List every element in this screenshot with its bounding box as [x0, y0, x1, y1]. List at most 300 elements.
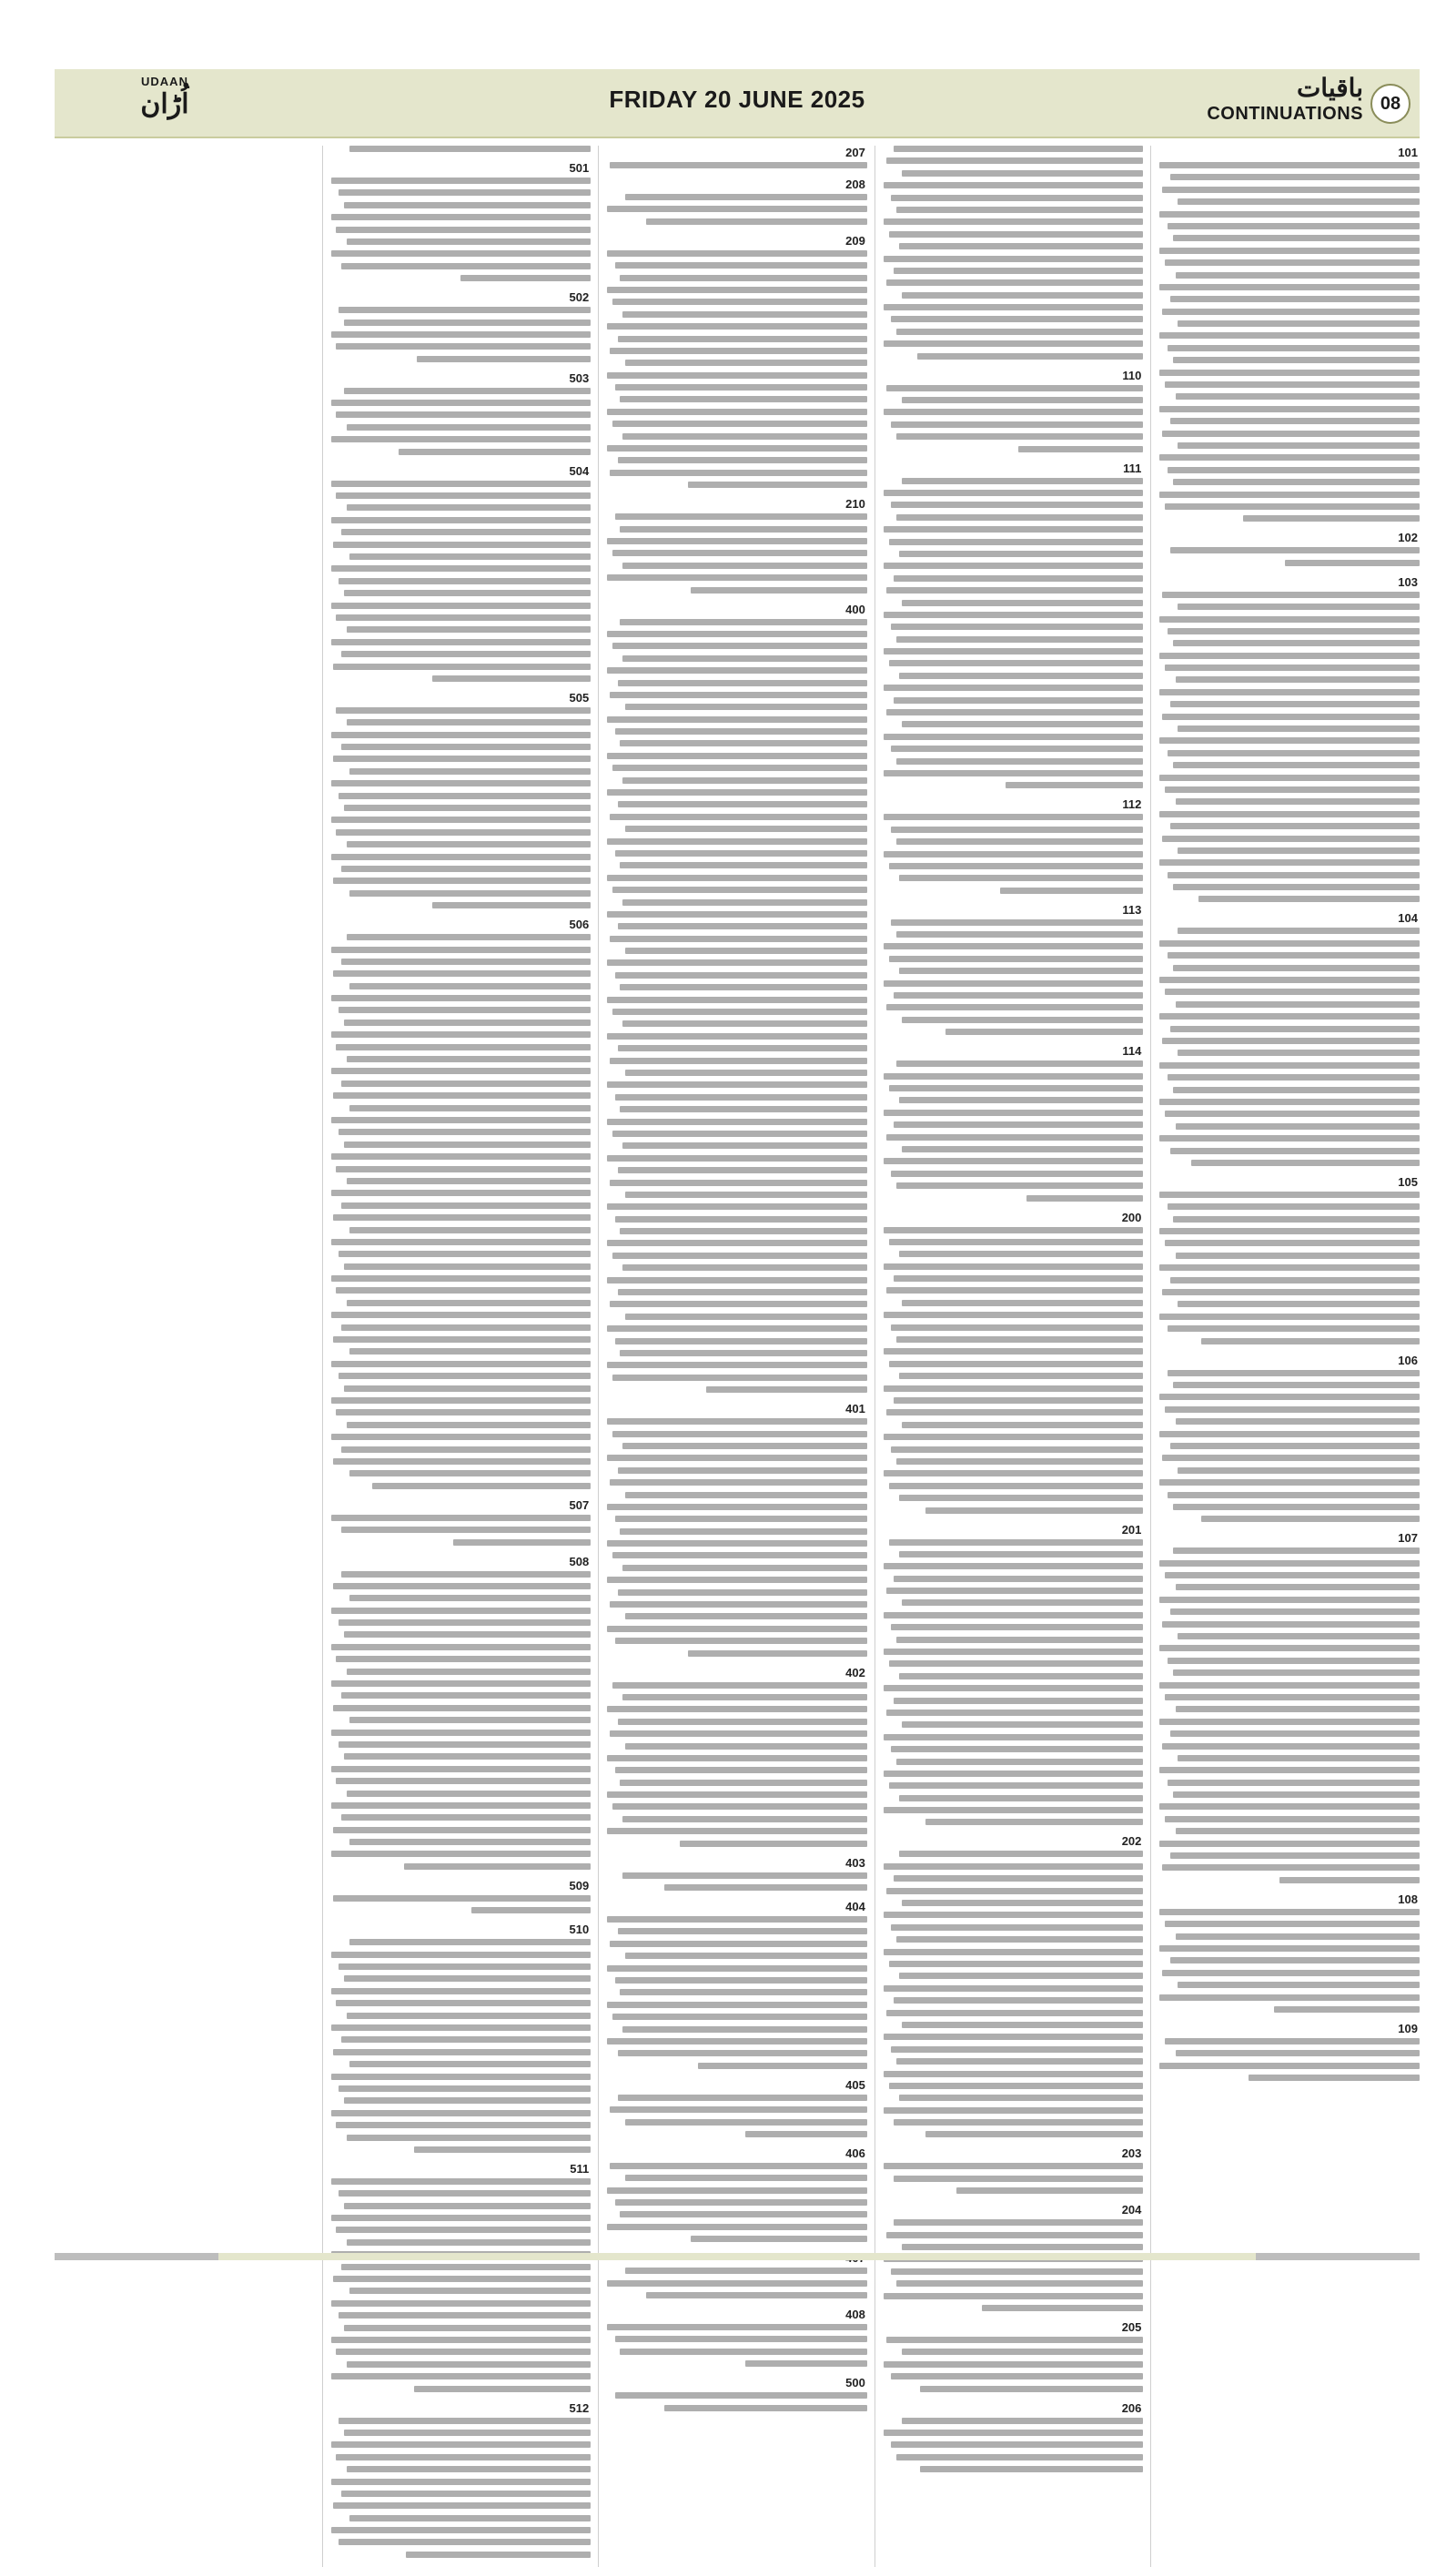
text-line	[1285, 560, 1421, 566]
text-line	[1176, 1001, 1420, 1008]
text-line	[899, 1097, 1143, 1103]
text-line	[453, 1539, 591, 1546]
text-line	[339, 793, 591, 799]
text-line	[333, 1214, 591, 1221]
continuation-item	[331, 464, 592, 682]
text-line	[615, 1638, 867, 1644]
text-line	[607, 1155, 867, 1162]
text-line	[622, 1694, 866, 1700]
text-line	[333, 1705, 591, 1711]
text-line	[331, 2300, 592, 2307]
text-line	[341, 1814, 591, 1821]
text-line	[333, 1458, 591, 1465]
text-line	[889, 1239, 1144, 1245]
text-line	[1176, 1933, 1420, 1940]
text-line	[896, 1759, 1143, 1765]
text-line	[894, 575, 1143, 582]
continuation-item	[884, 2401, 1144, 2473]
text-line	[615, 384, 867, 391]
text-line	[1176, 798, 1420, 805]
text-line	[889, 539, 1144, 545]
text-line	[625, 2175, 867, 2181]
text-line	[607, 875, 867, 881]
continuation-item	[1159, 1531, 1420, 1883]
continuation-item	[607, 178, 867, 225]
text-line	[884, 1563, 1144, 1569]
text-line	[331, 947, 592, 953]
text-line	[1170, 823, 1420, 829]
item-number: 200	[1121, 1210, 1142, 1224]
text-line	[891, 746, 1143, 752]
text-line	[899, 243, 1143, 249]
text-line	[896, 1936, 1143, 1943]
text-line	[1162, 1743, 1420, 1750]
text-line	[886, 2010, 1144, 2016]
continuation-item	[331, 1879, 592, 1913]
text-line	[899, 2095, 1143, 2101]
text-line	[625, 1953, 867, 1959]
text-line	[891, 1746, 1143, 1752]
item-number: 113	[1122, 902, 1142, 917]
item-number: 112	[1122, 797, 1142, 812]
text-line	[664, 2405, 867, 2411]
text-line	[884, 2361, 1144, 2368]
text-line	[347, 504, 591, 511]
text-line	[902, 721, 1144, 727]
text-line	[896, 2058, 1143, 2065]
text-line	[349, 1595, 592, 1601]
text-line	[1159, 859, 1420, 866]
text-line	[1159, 1945, 1420, 1952]
text-line	[1159, 811, 1420, 817]
text-line	[1159, 1767, 1420, 1773]
text-line	[331, 1730, 592, 1736]
text-line	[625, 2119, 867, 2126]
text-line	[745, 2360, 867, 2367]
text-line	[891, 1324, 1143, 1331]
text-line	[1170, 1277, 1420, 1284]
continuation-item	[884, 1044, 1144, 1201]
continuation-item	[1159, 2022, 1420, 2081]
text-line	[336, 1656, 591, 1662]
text-line	[891, 827, 1143, 833]
text-line	[331, 1153, 592, 1160]
text-line	[1176, 393, 1420, 400]
continuation-item	[884, 1523, 1144, 1826]
text-line	[891, 624, 1143, 630]
text-line	[341, 1081, 591, 1087]
text-line	[884, 1312, 1144, 1318]
text-line	[618, 2050, 867, 2056]
text-line	[344, 1975, 591, 1982]
text-line	[344, 320, 591, 326]
text-line	[618, 1719, 867, 1725]
text-line	[347, 1422, 591, 1428]
text-line	[620, 2211, 866, 2217]
text-line	[1178, 1301, 1420, 1307]
text-line	[884, 409, 1144, 415]
text-line	[889, 1539, 1144, 1546]
text-line	[341, 1692, 591, 1699]
text-line	[1165, 259, 1420, 266]
text-line	[610, 348, 867, 354]
text-line	[607, 1325, 867, 1332]
text-line	[620, 1780, 866, 1786]
text-line	[339, 1741, 591, 1748]
text-line	[902, 600, 1144, 606]
text-line	[622, 655, 866, 662]
text-line	[884, 1685, 1144, 1691]
continuation-item	[607, 1900, 867, 2069]
text-line	[331, 400, 592, 406]
text-line	[646, 2292, 867, 2298]
text-line	[896, 433, 1143, 440]
text-line	[341, 2491, 591, 2497]
text-line	[889, 956, 1144, 962]
text-line	[1170, 1026, 1420, 1032]
text-line	[612, 1131, 867, 1137]
text-line	[610, 162, 867, 168]
continuation-item	[884, 462, 1144, 789]
text-line	[349, 983, 592, 989]
text-line	[1176, 2050, 1420, 2056]
text-line	[344, 2203, 591, 2209]
text-line	[612, 765, 867, 771]
continuation-item	[607, 2308, 867, 2367]
text-line	[1159, 1431, 1420, 1437]
text-line	[1159, 1135, 1420, 1141]
text-line	[884, 256, 1144, 262]
text-line	[1159, 1099, 1420, 1105]
continuation-item	[884, 797, 1144, 893]
text-line	[331, 1515, 592, 1521]
text-line	[331, 1644, 592, 1650]
text-line	[625, 704, 867, 710]
text-line	[896, 2280, 1143, 2287]
text-line	[1159, 492, 1420, 498]
text-line	[331, 603, 592, 609]
column-3	[607, 146, 867, 2567]
text-line	[891, 421, 1143, 428]
item-number: 210	[845, 497, 865, 512]
text-line	[1159, 1228, 1420, 1234]
text-line	[331, 1434, 592, 1440]
text-line	[349, 890, 592, 897]
continuation-item	[884, 369, 1144, 452]
continuation-item	[331, 290, 592, 362]
text-line	[1165, 381, 1420, 388]
text-line	[336, 1778, 591, 1784]
text-line	[1170, 1852, 1420, 1859]
text-line	[891, 195, 1143, 201]
text-line	[894, 1121, 1143, 1128]
text-line	[1159, 1264, 1420, 1271]
text-line	[607, 789, 867, 796]
text-line	[1000, 888, 1143, 894]
text-line	[331, 565, 592, 572]
text-line	[618, 1467, 867, 1474]
text-line	[615, 2199, 867, 2206]
text-line	[610, 1479, 867, 1486]
continuation-item	[884, 1834, 1144, 2137]
text-line	[331, 2024, 592, 2031]
text-line	[1162, 1455, 1420, 1461]
text-line	[896, 2454, 1143, 2460]
text-line	[331, 1361, 592, 1367]
text-line	[1249, 2075, 1420, 2081]
text-line	[333, 970, 591, 977]
text-line	[1168, 223, 1420, 229]
text-line	[896, 329, 1143, 335]
text-line	[607, 1626, 867, 1632]
continuation-item	[331, 146, 592, 152]
text-line	[333, 664, 591, 670]
item-number: 203	[1121, 2146, 1142, 2161]
text-line	[349, 768, 592, 775]
text-line	[349, 1939, 592, 1945]
text-line	[610, 936, 867, 942]
text-line	[347, 1791, 591, 1797]
text-line	[1178, 604, 1420, 610]
text-line	[336, 492, 591, 499]
text-line	[607, 631, 867, 637]
text-line	[347, 2239, 591, 2246]
text-line	[891, 1624, 1143, 1630]
text-line	[894, 697, 1143, 704]
text-line	[1170, 1957, 1420, 1963]
text-line	[331, 1031, 592, 1038]
continuation-item	[884, 2320, 1144, 2392]
text-line	[884, 1985, 1144, 1992]
text-line	[331, 1397, 592, 1404]
text-line	[902, 2349, 1144, 2355]
text-line	[1274, 2006, 1420, 2013]
text-line	[1165, 1406, 1420, 1413]
text-line	[615, 728, 867, 735]
text-line	[884, 1912, 1144, 1918]
text-line	[899, 1795, 1143, 1801]
text-line	[612, 1552, 867, 1558]
text-line	[1178, 928, 1420, 934]
text-line	[896, 1182, 1143, 1189]
text-line	[884, 2430, 1144, 2436]
text-line	[884, 1158, 1144, 1164]
continuation-item	[331, 1498, 592, 1546]
text-line	[620, 396, 866, 402]
item-number: 503	[569, 370, 590, 385]
text-line	[620, 1528, 866, 1535]
text-line	[1178, 1755, 1420, 1761]
text-line	[884, 648, 1144, 654]
text-line	[349, 1470, 592, 1476]
text-line	[1165, 1111, 1420, 1117]
text-line	[607, 753, 867, 759]
text-line	[894, 2119, 1143, 2126]
item-number: 406	[845, 2146, 865, 2160]
text-line	[612, 299, 867, 305]
item-number: 205	[1121, 2319, 1142, 2334]
text-line	[1162, 1621, 1420, 1628]
text-line	[615, 1516, 867, 1522]
text-line	[1006, 782, 1143, 788]
text-line	[432, 675, 591, 682]
text-line	[331, 2215, 592, 2221]
continuation-item	[1159, 146, 1420, 522]
text-line	[698, 2063, 867, 2069]
text-line	[607, 2324, 867, 2330]
text-line	[884, 1385, 1144, 1392]
text-line	[331, 995, 592, 1001]
text-line	[891, 2441, 1143, 2448]
text-line	[902, 1422, 1144, 1428]
continuation-item	[331, 2401, 592, 2558]
text-line	[1168, 467, 1420, 473]
text-line	[347, 2361, 591, 2368]
text-line	[607, 372, 867, 379]
text-line	[331, 854, 592, 860]
text-line	[1159, 248, 1420, 254]
text-line	[884, 1348, 1144, 1355]
text-line	[894, 1997, 1143, 2004]
text-line	[894, 1576, 1143, 1582]
text-line	[344, 1020, 591, 1026]
text-line	[902, 397, 1144, 403]
text-line	[1159, 162, 1420, 168]
text-line	[902, 170, 1144, 177]
text-line	[610, 2106, 867, 2113]
text-line	[884, 1470, 1144, 1476]
text-line	[336, 1409, 591, 1415]
text-line	[1159, 737, 1420, 744]
text-line	[336, 1287, 591, 1294]
text-line	[341, 651, 591, 657]
text-line	[884, 851, 1144, 857]
text-line	[607, 409, 867, 415]
text-line	[899, 875, 1143, 881]
item-number: 206	[1121, 2400, 1142, 2415]
text-line	[607, 1755, 867, 1761]
text-line	[902, 1599, 1144, 1606]
text-line	[612, 1375, 867, 1381]
text-line	[618, 1589, 867, 1596]
item-number: 500	[845, 2376, 865, 2390]
text-line	[1159, 1803, 1420, 1810]
text-line	[1165, 1694, 1420, 1700]
text-line	[884, 490, 1144, 496]
text-line	[341, 1571, 591, 1578]
item-number: 209	[845, 233, 865, 248]
text-line	[336, 2454, 591, 2460]
text-line	[607, 1418, 867, 1425]
text-line	[1165, 989, 1420, 995]
text-line	[1168, 872, 1420, 878]
text-line	[889, 1782, 1144, 1789]
text-line	[607, 667, 867, 674]
text-line	[902, 1300, 1144, 1306]
continuation-item	[1159, 1354, 1420, 1523]
text-line	[331, 817, 592, 823]
text-line	[1279, 1877, 1420, 1883]
text-line	[884, 814, 1144, 820]
text-line	[414, 2146, 591, 2153]
item-number: 400	[845, 602, 865, 616]
text-line	[331, 2373, 592, 2379]
text-line	[1176, 1123, 1420, 1130]
text-line	[886, 1888, 1144, 1894]
text-line	[1170, 1148, 1420, 1154]
text-line	[341, 1324, 591, 1331]
text-line	[1165, 1240, 1420, 1246]
continuation-item	[607, 497, 867, 593]
continuation-item	[1159, 911, 1420, 1165]
text-line	[691, 587, 867, 594]
text-line	[331, 2074, 592, 2080]
text-line	[884, 1263, 1144, 1270]
text-line	[618, 1045, 867, 1051]
text-line	[347, 2135, 591, 2141]
text-line	[1178, 1633, 1420, 1639]
article-columns	[55, 146, 1420, 2415]
text-line	[884, 1949, 1144, 1955]
text-line	[339, 2085, 591, 2092]
text-line	[884, 1863, 1144, 1870]
text-line	[336, 2000, 591, 2006]
text-line	[896, 1458, 1143, 1465]
text-line	[336, 829, 591, 836]
text-line	[1173, 1791, 1420, 1798]
continuation-item	[884, 146, 1144, 360]
text-line	[925, 2131, 1144, 2137]
text-line	[341, 744, 591, 750]
text-line	[341, 529, 591, 535]
item-number: 202	[1121, 1834, 1142, 1849]
continuation-item	[607, 146, 867, 168]
text-line	[1201, 1338, 1420, 1344]
text-line	[612, 1682, 867, 1689]
text-line	[1162, 1038, 1420, 1044]
text-line	[896, 636, 1143, 643]
text-line	[1170, 1608, 1420, 1615]
text-line	[891, 919, 1143, 926]
text-line	[1162, 1970, 1420, 1976]
text-line	[1168, 1370, 1420, 1376]
text-line	[886, 587, 1144, 594]
text-line	[607, 1540, 867, 1547]
text-line	[1170, 547, 1420, 553]
text-line	[896, 1637, 1143, 1643]
text-line	[884, 182, 1144, 188]
text-line	[884, 1073, 1144, 1080]
text-line	[886, 385, 1144, 391]
text-line	[1159, 616, 1420, 623]
text-line	[339, 2312, 591, 2318]
text-line	[1170, 1730, 1420, 1737]
text-line	[607, 2187, 867, 2194]
text-line	[347, 934, 591, 940]
text-line	[615, 513, 867, 520]
text-line	[344, 2430, 591, 2436]
text-line	[620, 619, 866, 625]
text-line	[417, 356, 591, 362]
continuation-item	[1159, 1175, 1420, 1344]
text-line	[1168, 628, 1420, 634]
column-1	[1159, 146, 1420, 2567]
text-line	[339, 1007, 591, 1013]
text-line	[610, 1941, 867, 1947]
text-line	[1159, 1719, 1420, 1725]
text-line	[349, 1348, 592, 1355]
text-line	[1173, 640, 1420, 646]
